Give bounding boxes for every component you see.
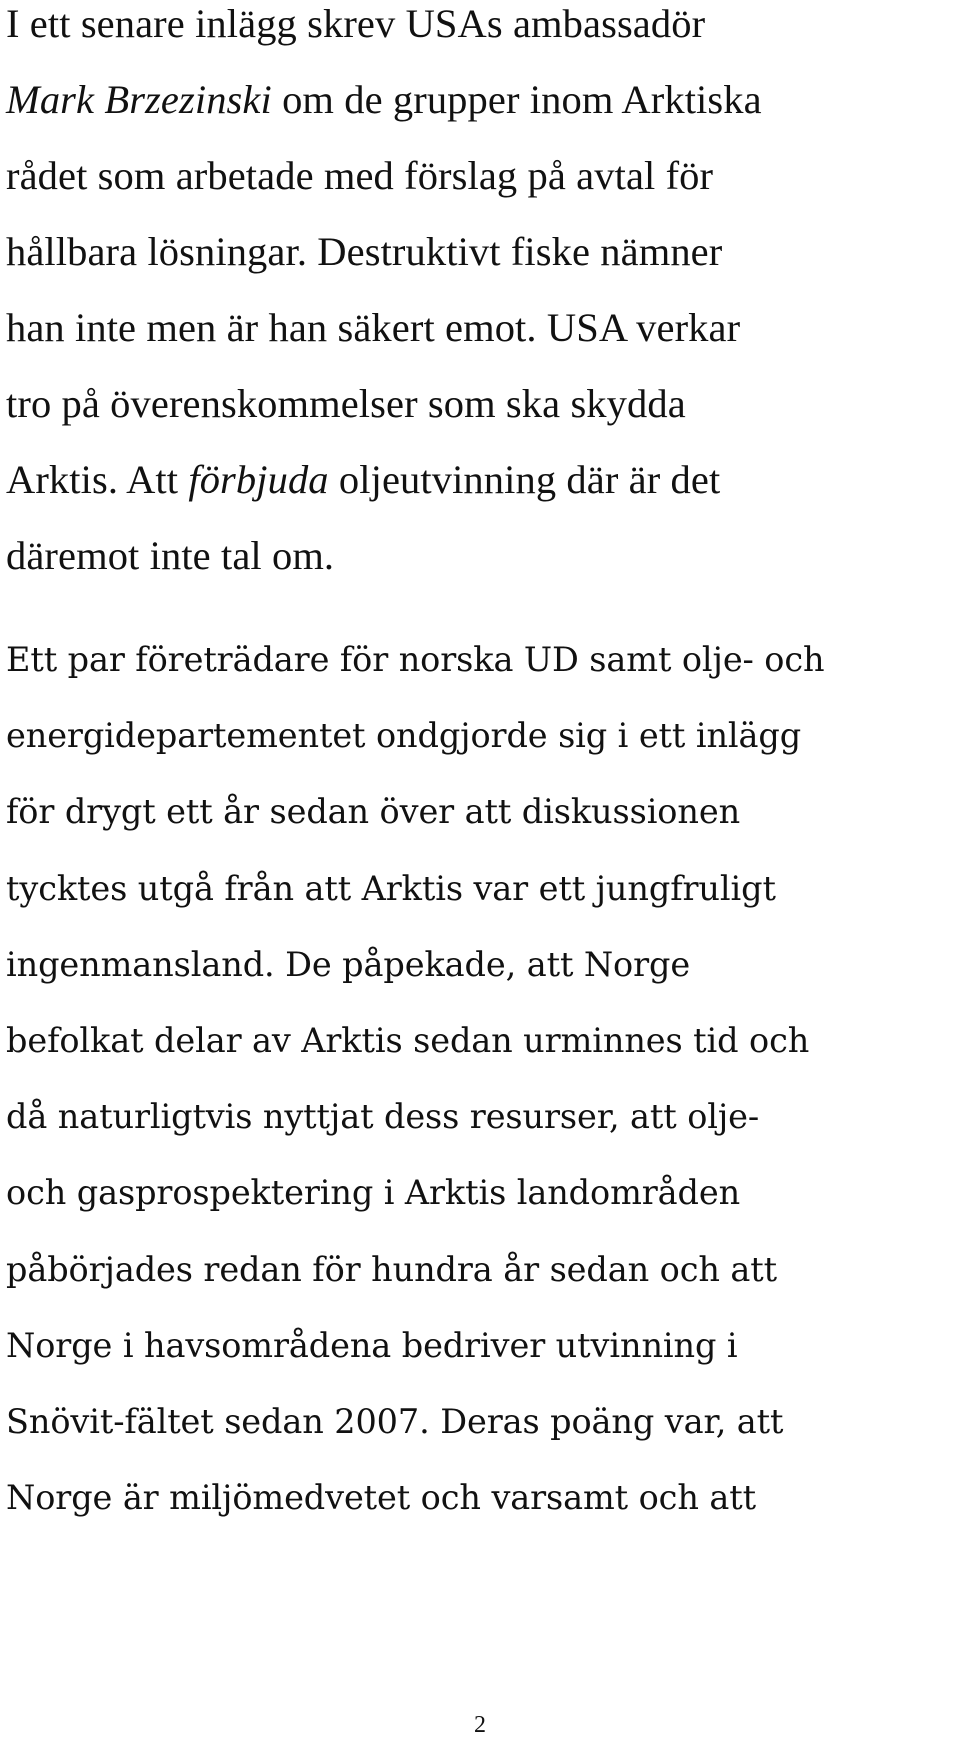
page-number: 2: [474, 1712, 486, 1738]
text-line: och gasprospektering i Arktis landområden: [6, 1173, 741, 1213]
text-line: påbörjades redan för hundra år sedan och att: [6, 1249, 777, 1289]
text-line: rådet som arbetade med förslag på avtal för: [6, 153, 714, 198]
text-line: Snövit-fältet sedan 2007. Deras poäng var, att: [6, 1401, 784, 1441]
paragraph-2: [6, 622, 956, 1536]
text-line: Norge i havsområdena bedriver utvinning i: [6, 1325, 738, 1365]
text-line: [6, 442, 956, 518]
paragraph-1: [6, 0, 956, 594]
text-line: tro på överenskommelser som ska skydda: [6, 381, 686, 426]
text-line: han inte men är han säkert emot. USA verkar: [6, 305, 741, 350]
text-line: befolkat delar av Arktis sedan urminnes tid och: [6, 1020, 810, 1060]
text-line: för drygt ett år sedan över att diskussionen: [6, 792, 741, 832]
text-line: I ett senare inlägg skrev USAs ambassadör: [6, 1, 706, 46]
text-line: tycktes utgå från att Arktis var ett jungfruligt: [6, 868, 776, 908]
text-segment: oljeutvinning där är det: [328, 457, 721, 502]
text-line: hållbara lösningar. Destruktivt fiske nämner: [6, 229, 723, 274]
italic-name: Mark Brzezinski: [6, 77, 272, 122]
text-segment: om de grupper inom Arktiska: [271, 77, 762, 122]
text-line: [6, 62, 956, 138]
text-line: energidepartementet ondgjorde sig i ett inlägg: [6, 716, 802, 756]
italic-word: förbjuda: [188, 457, 329, 502]
text-line: däremot inte tal om.: [6, 533, 335, 578]
text-line: Norge är miljömedvetet och varsamt och att: [6, 1478, 756, 1518]
text-line: då naturligtvis nyttjat dess resurser, att olje-: [6, 1097, 760, 1137]
text-segment: Arktis. Att: [6, 457, 189, 502]
text-line: Ett par företrädare för norska UD samt olje- och: [6, 640, 825, 679]
text-line: ingenmansland. De påpekade, att Norge: [6, 944, 691, 984]
